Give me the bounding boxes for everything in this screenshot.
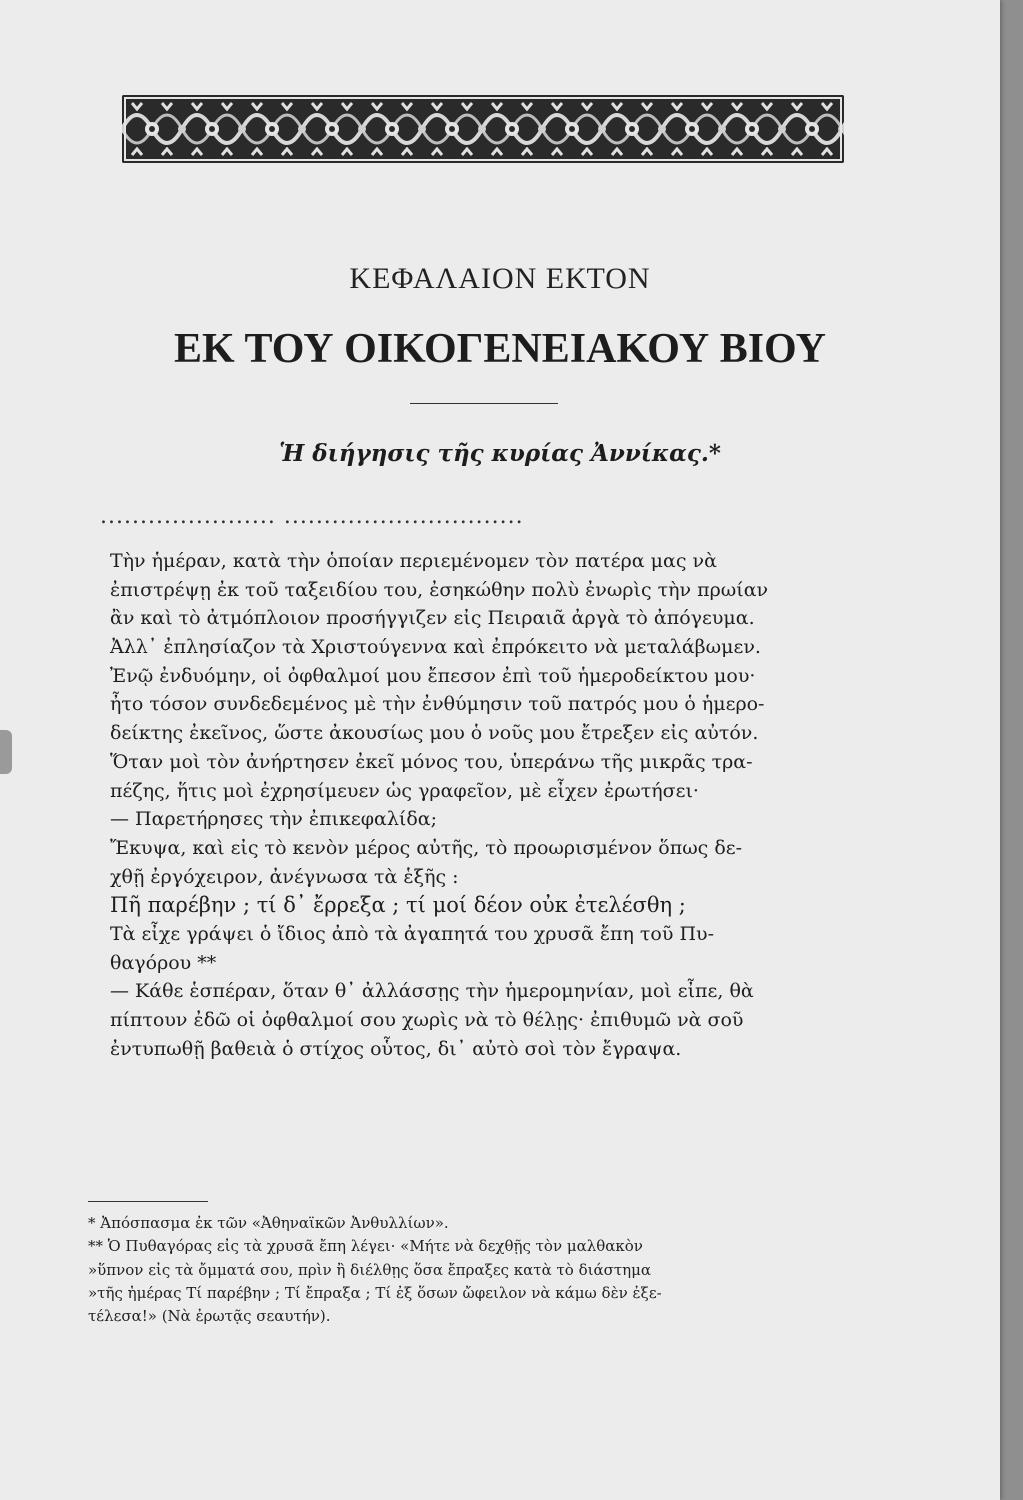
- chapter-label: ΚΕΦΑΛΑΙΟΝ ΕΚΤΟΝ: [349, 262, 651, 295]
- body-line: ἂν καὶ τὸ ἀτμόπλοιον προσήγγιζεν εἰς Πειραιᾶ ἀργὰ τὸ ἀπόγευμα.: [110, 607, 755, 630]
- section-subtitle: Ἡ διήγησις τῆς κυρίας Ἀννίκας.*: [279, 440, 721, 467]
- body-line: Τὰ εἶχε γράψει ὁ ἴδιος ἀπὸ τὰ ἀγαπητά του χρυσᾶ ἔπη τοῦ Πυ-: [110, 922, 715, 945]
- ornament-pattern-icon: [122, 95, 844, 163]
- body-line: πίπτουν ἐδῶ οἱ ὀφθαλμοί σου χωρὶς νὰ τὸ θέλῃς· ἐπιθυμῶ νὰ σοῦ: [110, 1009, 744, 1031]
- heading-divider: [410, 403, 558, 404]
- verse-quote: Πῆ παρέβην ; τί δ᾽ ἔρρεξα ; τί μοί δέον οὐκ ἐτελέσθη ;: [110, 893, 686, 918]
- footnote-line: * Ἀπόσπασμα ἐκ τῶν «Ἀθηναϊκῶν Ἀνθυλλίων».: [88, 1214, 449, 1232]
- body-line: δείκτης ἐκεῖνος, ὥστε ἀκουσίως μου ὁ νοῦς μου ἔτρεξεν εἰς αὐτόν.: [110, 722, 759, 745]
- body-line: Ἀλλ᾽ ἐπλησίαζον τὰ Χριστούγεννα καὶ ἐπρόκειτο νὰ μεταλάβωμεν.: [110, 636, 761, 659]
- body-line: Ἔκυψα, καὶ εἰς τὸ κενὸν μέρος αὐτῆς, τὸ προωρισμένον ὅπως δε-: [110, 836, 743, 859]
- body-line: Ὅταν μοὶ τὸν ἀνήρτησεν ἐκεῖ μόνος του, ὑπεράνω τῆς μικρᾶς τρα-: [110, 750, 753, 773]
- body-line: ἦτο τόσον συνδεδεμένος μὲ τὴν ἐνθύμησιν τοῦ πατρός μου ὁ ἡμερο-: [110, 693, 765, 716]
- body-line: — Παρετήρησες τὴν ἐπικεφαλίδα;: [110, 808, 438, 831]
- body-line: ἐντυπωθῇ βαθειὰ ὁ στίχος οὗτος, δι᾽ αὐτὸ σοὶ τὸν ἔγραψα.: [110, 1037, 682, 1060]
- body-line: — Κάθε ἑσπέραν, ὅταν θ᾽ ἀλλάσσῃς τὴν ἡμερομηνίαν, μοὶ εἶπε, θὰ: [110, 980, 754, 1003]
- ellipsis-dots: ...................... ..............................: [100, 504, 524, 529]
- footnote-line: »ὕπνον εἰς τὰ ὄμματά σου, πρὶν ἢ διέλθῃς ὅσα ἔπραξες κατὰ τὸ διάστημα: [88, 1260, 652, 1279]
- footnote-divider: [88, 1201, 208, 1202]
- footnote-line: τέλεσα!» (Νὰ ἐρωτᾷς σεαυτήν).: [88, 1307, 331, 1326]
- body-line: θαγόρου **: [110, 951, 217, 974]
- chapter-heading: ΕΚ ΤΟΥ ΟΙΚΟΓΕΝΕΙΑΚΟΥ ΒΙΟΥ: [174, 326, 826, 372]
- body-line: ἐπιστρέψῃ ἐκ τοῦ ταξειδίου του, ἐσηκώθην πολὺ ἐνωρὶς τὴν πρωίαν: [110, 578, 769, 601]
- body-line: χθῇ ἐργόχειρον, ἀνέγνωσα τὰ ἑξῆς :: [110, 865, 459, 888]
- body-line: πέζης, ἥτις μοὶ ἐχρησίμευεν ὡς γραφεῖον, μὲ εἶχεν ἐρωτήσει·: [110, 779, 699, 802]
- decorative-header-band: [122, 95, 844, 163]
- footnote-line: ** Ὁ Πυθαγόρας εἰς τὰ χρυσᾶ ἔπη λέγει· «Μήτε νὰ δεχθῇς τὸν μαλθακὸν: [88, 1237, 643, 1256]
- body-text: [110, 547, 850, 1063]
- footnote-line: »τῆς ἡμέρας Τί παρέβην ; Τί ἔπραξα ; Τί ἐξ ὅσων ὤφειλον νὰ κάμω δὲν ἐξε-: [88, 1283, 662, 1302]
- page-edge-tear: [0, 730, 12, 774]
- footnotes: [88, 1212, 858, 1328]
- body-line: Ἐνῷ ἐνδυόμην, οἱ ὀφθαλμοί μου ἔπεσον ἐπὶ τοῦ ἡμεροδείκτου μου·: [110, 664, 756, 687]
- body-line: Τὴν ἡμέραν, κατὰ τὴν ὁποίαν περιεμένομεν τὸν πατέρα μας νὰ: [110, 550, 717, 572]
